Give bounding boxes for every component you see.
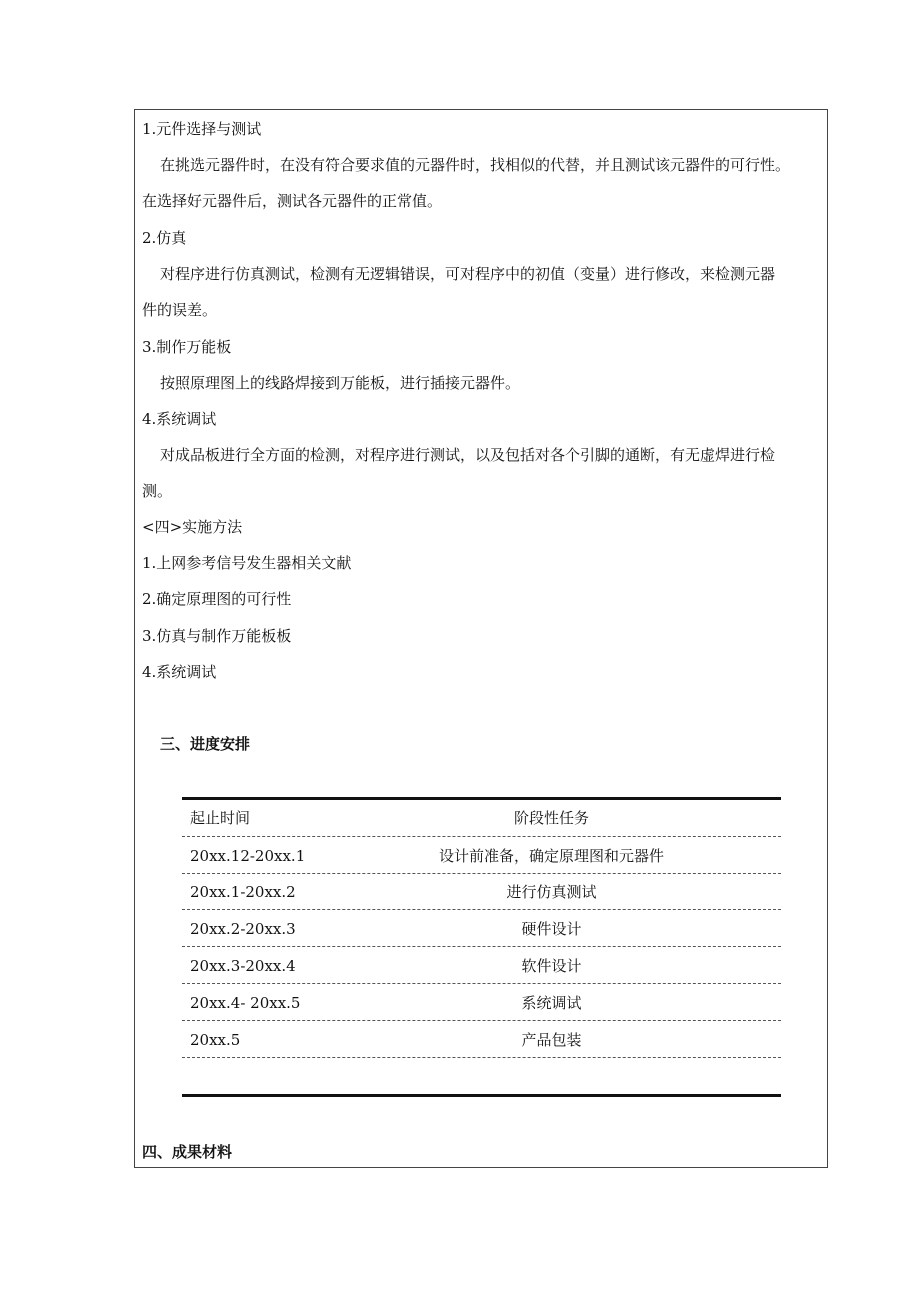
table-divider — [182, 873, 781, 874]
table-divider — [182, 1020, 781, 1021]
section-heading-method: <四>实施方法 — [142, 518, 243, 536]
table-cell-time: 20xx.1-20xx.2 — [190, 883, 296, 901]
table-cell-time: 20xx.4- 20xx.5 — [190, 994, 301, 1012]
method-item: 3.仿真与制作万能板板 — [142, 627, 292, 645]
table-cell-task: 产品包装 — [521, 1031, 582, 1049]
table-divider — [182, 909, 781, 910]
table-divider — [182, 983, 781, 984]
method-item: 4.系统调试 — [142, 663, 217, 681]
paragraph-board-1: 按照原理图上的线路焊接到万能板，进行插接元器件。 — [160, 374, 521, 392]
column-header-time: 起止时间 — [190, 809, 251, 827]
paragraph-simulation-2: 件的误差。 — [142, 301, 218, 319]
table-divider — [182, 1057, 781, 1058]
table-divider — [182, 946, 781, 947]
paragraph-simulation-1: 对程序进行仿真测试，检测有无逻辑错误，可对程序中的初值（变量）进行修改，来检测元器 — [160, 265, 776, 283]
column-header-task: 阶段性任务 — [513, 809, 589, 827]
paragraph-debug-2: 测。 — [142, 482, 173, 500]
section-heading-schedule: 三、进度安排 — [160, 735, 251, 753]
section-heading-components: 1.元件选择与测试 — [142, 120, 262, 138]
section-heading-results: 四、成果材料 — [142, 1143, 233, 1161]
table-bottom-rule — [182, 1094, 781, 1097]
table-divider — [182, 836, 781, 837]
table-cell-time: 20xx.2-20xx.3 — [190, 920, 296, 938]
method-item: 2.确定原理图的可行性 — [142, 590, 292, 608]
table-cell-task: 系统调试 — [521, 994, 582, 1012]
table-cell-task: 软件设计 — [521, 957, 582, 975]
table-cell-time: 20xx.12-20xx.1 — [190, 847, 306, 865]
paragraph-debug-1: 对成品板进行全方面的检测，对程序进行测试，以及包括对各个引脚的通断，有无虚焊进行检 — [160, 446, 776, 464]
table-cell-time: 20xx.5 — [190, 1031, 241, 1049]
section-heading-board: 3.制作万能板 — [142, 338, 232, 356]
method-item: 1.上网参考信号发生器相关文献 — [142, 554, 352, 572]
table-cell-task: 进行仿真测试 — [506, 883, 597, 901]
table-top-rule — [182, 797, 781, 800]
paragraph-components-1: 在挑选元器件时，在没有符合要求值的元器件时，找相似的代替，并且测试该元器件的可行性。 — [160, 156, 791, 174]
table-cell-task: 设计前准备，确定原理图和元器件 — [438, 847, 664, 865]
table-cell-task: 硬件设计 — [521, 920, 582, 938]
section-heading-debug: 4.系统调试 — [142, 410, 217, 428]
paragraph-components-2: 在选择好元器件后，测试各元器件的正常值。 — [142, 192, 443, 210]
section-heading-simulation: 2.仿真 — [142, 229, 187, 247]
table-cell-time: 20xx.3-20xx.4 — [190, 957, 296, 975]
